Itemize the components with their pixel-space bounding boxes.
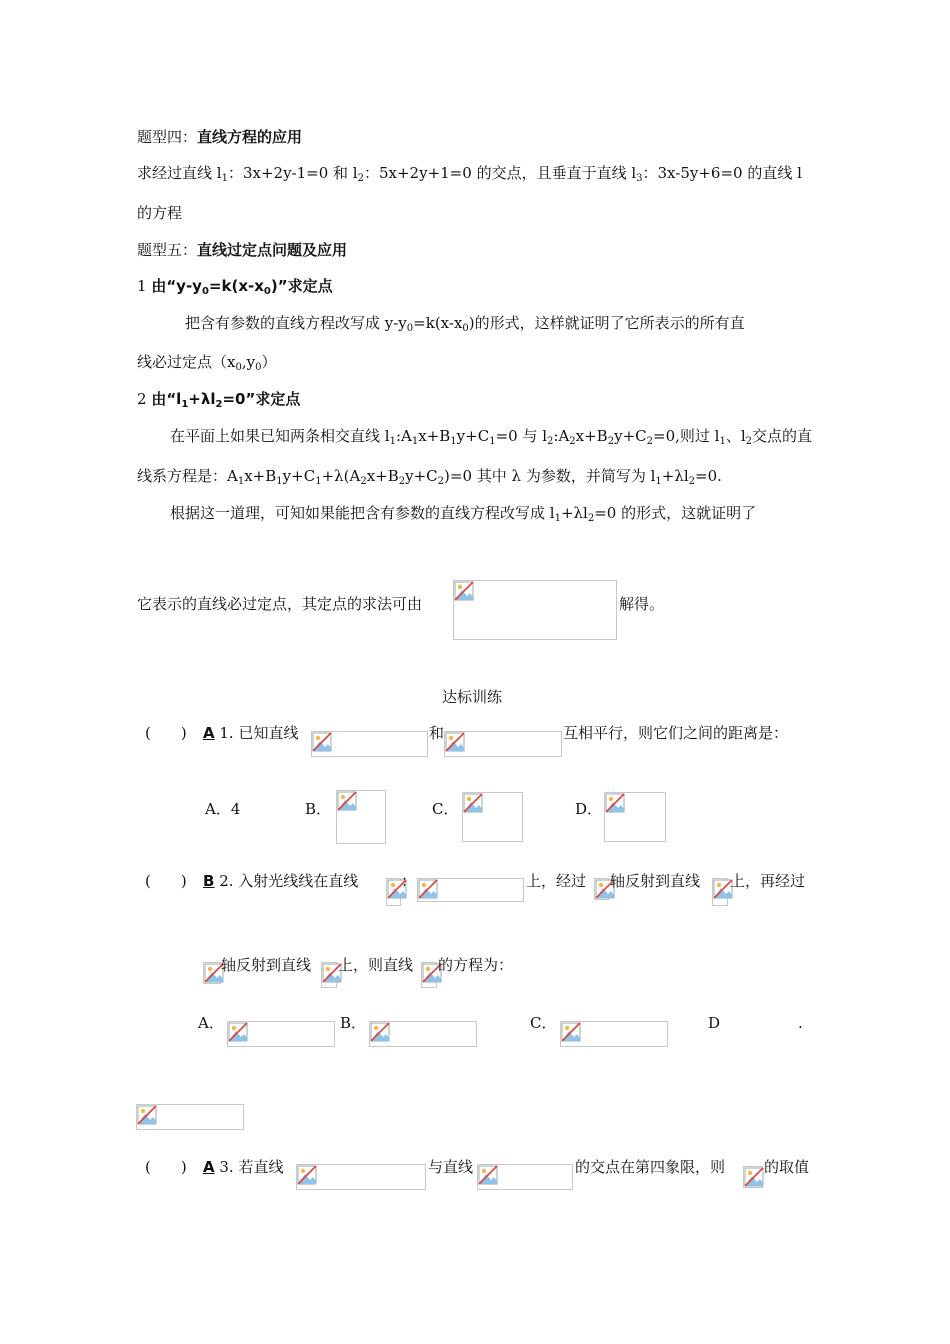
subscript: 0 — [201, 286, 209, 297]
text-run: 、l — [725, 427, 746, 445]
subscript: 0 — [263, 286, 271, 297]
question-3-stem — [203, 1157, 283, 1177]
text-run: y+C — [614, 427, 647, 445]
option-c: C． — [432, 800, 459, 818]
formula-image — [743, 1166, 763, 1188]
text-run: x+B — [575, 427, 608, 445]
paragraph-line-start: 它表示的直线必过定点，其定点的求法可由 — [137, 595, 423, 613]
subscript: 1 — [315, 476, 322, 487]
text-run: 1. 已知直线 — [214, 724, 299, 742]
question-2-stem — [203, 871, 358, 891]
text-run: ） — [261, 353, 277, 371]
text-run: y+C — [405, 467, 438, 485]
formula-image — [453, 580, 617, 640]
subheading-number: 2 — [137, 390, 152, 408]
text-run: +λl — [661, 467, 689, 485]
broken-image-icon — [445, 732, 465, 752]
text-run: =0”求定点 — [222, 390, 301, 408]
formula-image — [560, 1021, 668, 1047]
subscript: 2 — [398, 476, 406, 487]
option-c: C． — [530, 1014, 557, 1032]
text-run: +λl — [560, 504, 588, 522]
subscript: 2 — [357, 173, 364, 184]
section4-heading — [137, 127, 302, 147]
subscript: 1 — [237, 476, 245, 487]
formula-image — [369, 1021, 477, 1047]
broken-image-icon — [418, 879, 438, 899]
text-run: =0. — [695, 467, 722, 485]
subscript: 1 — [655, 476, 662, 487]
text-run: :A — [395, 427, 412, 445]
subscript: 0 — [235, 362, 242, 373]
formula-image — [417, 878, 524, 902]
paragraph-line — [185, 313, 745, 339]
subheading-1 — [137, 276, 333, 302]
broken-image-icon — [137, 1105, 157, 1125]
paragraph-line — [137, 352, 276, 378]
text-run: ：3x-5y+6=0 的直线 l — [642, 164, 802, 182]
subscript: 1 — [489, 436, 496, 447]
question-2-paren: ( ) — [145, 872, 187, 890]
formula-image — [594, 878, 609, 900]
subscript: 2 — [547, 436, 554, 447]
text-run: =0 的形式，这就证明了 — [594, 504, 757, 522]
text-run: )的形式，这样就证明了它所表示的所有直 — [468, 314, 745, 332]
text-run: 由“l — [151, 390, 182, 408]
text-run: +λ(A — [321, 467, 361, 485]
formula-image — [386, 878, 401, 906]
option-b: B． — [305, 800, 332, 818]
text-run: 把含有参数的直线方程改写成 y-y — [185, 314, 407, 332]
subscript: 1 — [389, 436, 396, 447]
broken-image-icon — [463, 793, 483, 813]
text-run: )”求定点 — [270, 277, 333, 295]
subscript: 2 — [360, 476, 367, 487]
subscript: 2 — [688, 476, 696, 487]
formula-image — [136, 1104, 244, 1130]
text-run: x+B — [418, 427, 451, 445]
text-run: x+B — [244, 467, 277, 485]
text-run: 轴反射到直线 — [610, 872, 701, 890]
text-run: x+B — [366, 467, 399, 485]
broken-image-icon — [605, 793, 625, 813]
paragraph-line — [170, 503, 756, 529]
text-run: 与直线 — [428, 1158, 474, 1176]
text-run: 3. 若直线 — [214, 1158, 284, 1176]
section4-title: 直线方程的应用 — [197, 128, 303, 146]
text-run: =0,则过 l — [653, 427, 720, 445]
broken-image-icon — [337, 791, 357, 811]
broken-image-icon — [478, 1165, 498, 1185]
text-run: 的交点在第四象限，则 — [575, 1158, 726, 1176]
option-a: A．4 — [205, 800, 241, 818]
subscript: 1 — [276, 476, 283, 487]
question-3-paren: ( ) — [145, 1158, 187, 1176]
text-run: 在平面上如果已知两条相交直线 l — [170, 427, 390, 445]
formula-image — [421, 962, 437, 988]
subscript: 1 — [554, 513, 561, 524]
problem-text-line: 的方程 — [137, 204, 183, 222]
subscript: 1 — [719, 436, 726, 447]
text-run: +λl — [188, 390, 216, 408]
subheading-number: 1 — [137, 277, 152, 295]
text-run: 上，再经过 — [730, 872, 806, 890]
broken-image-icon — [454, 581, 474, 601]
broken-image-icon — [561, 1022, 581, 1042]
training-title: 达标训练 — [442, 688, 503, 706]
option-b: B． — [340, 1014, 367, 1032]
text-run: 根据这一道理，可知如果能把含有参数的直线方程改写成 l — [170, 504, 555, 522]
text-run: 交点的直 — [752, 427, 813, 445]
subheading-2 — [137, 389, 300, 415]
text-run: y+C — [282, 467, 316, 485]
broken-image-icon — [744, 1167, 764, 1187]
text-run: 2. 入射光线线在直线 — [214, 872, 359, 890]
subscript: 2 — [437, 476, 445, 487]
subscript: 2 — [215, 399, 223, 410]
option-d-dot: . — [798, 1014, 803, 1032]
paragraph-line-end: 解得。 — [619, 595, 665, 613]
text-run: 线必过定点（x — [137, 353, 236, 371]
text-run: 和 — [429, 724, 445, 742]
text-run: 由“y-y — [151, 277, 202, 295]
subscript: 1 — [450, 436, 457, 447]
subscript: 2 — [587, 513, 595, 524]
text-run: y+C — [456, 427, 490, 445]
text-run: =0 与 l — [495, 427, 548, 445]
formula-image — [311, 731, 428, 757]
subscript: 1 — [411, 436, 419, 447]
text-run: 互相平行，则它们之间的距离是： — [563, 724, 789, 742]
subscript: 1 — [221, 173, 228, 184]
text-run: ： — [401, 872, 417, 890]
option-d: D — [708, 1014, 721, 1032]
question-1-stem — [203, 723, 298, 743]
broken-image-icon — [228, 1022, 248, 1042]
formula-image — [336, 790, 386, 844]
formula-image — [203, 962, 221, 984]
formula-image — [604, 792, 666, 842]
subscript: 2 — [745, 436, 753, 447]
subscript: 0 — [462, 323, 469, 334]
text-run: )=0 其中 λ 为参数，并简写为 l — [444, 467, 656, 485]
text-run: :A — [553, 427, 570, 445]
text-run: ：5x+2y+1=0 的交点，且垂直于直线 l — [363, 164, 637, 182]
section5-title: 直线过定点问题及应用 — [197, 241, 348, 259]
difficulty-level: A — [203, 724, 215, 742]
formula-image — [712, 878, 728, 906]
broken-image-icon — [370, 1022, 390, 1042]
text-run: ,y — [241, 353, 256, 371]
text-run: 求经过直线 l — [137, 164, 222, 182]
text-run: 轴反射到直线 — [221, 956, 312, 974]
section4-label: 题型四： — [137, 128, 198, 146]
formula-image — [296, 1164, 426, 1190]
problem-text-line — [137, 163, 802, 189]
section5-heading — [137, 240, 347, 260]
formula-image — [227, 1021, 335, 1047]
text-run: 的取值 — [764, 1158, 810, 1176]
section5-label: 题型五： — [137, 241, 198, 259]
text-run: 的方程为： — [438, 956, 514, 974]
broken-image-icon — [312, 732, 332, 752]
paragraph-line — [137, 466, 722, 492]
subscript: 2 — [569, 436, 576, 447]
text-run: 线系方程是：A — [137, 467, 238, 485]
broken-image-icon — [297, 1165, 317, 1185]
text-run: 上，经过 — [526, 872, 587, 890]
formula-image — [462, 792, 523, 842]
subscript: 2 — [607, 436, 615, 447]
text-run: 上，则直线 — [338, 956, 414, 974]
question-1-paren: ( ) — [145, 724, 187, 742]
subscript: 0 — [255, 362, 262, 373]
text-run: =k(x-x — [208, 277, 264, 295]
subscript: 1 — [181, 399, 189, 410]
formula-image — [321, 962, 337, 988]
subscript: 2 — [646, 436, 653, 447]
formula-image — [477, 1164, 573, 1190]
paragraph-line — [170, 426, 812, 452]
difficulty-level: A — [203, 1158, 215, 1176]
text-run: ：3x+2y-1=0 和 l — [227, 164, 358, 182]
subscript: 0 — [406, 323, 414, 334]
option-a: A． — [198, 1014, 224, 1032]
difficulty-level: B — [203, 872, 215, 890]
option-d: D． — [575, 800, 603, 818]
formula-image — [444, 731, 562, 757]
subscript: 3 — [636, 173, 643, 184]
text-run: =k(x-x — [413, 314, 463, 332]
